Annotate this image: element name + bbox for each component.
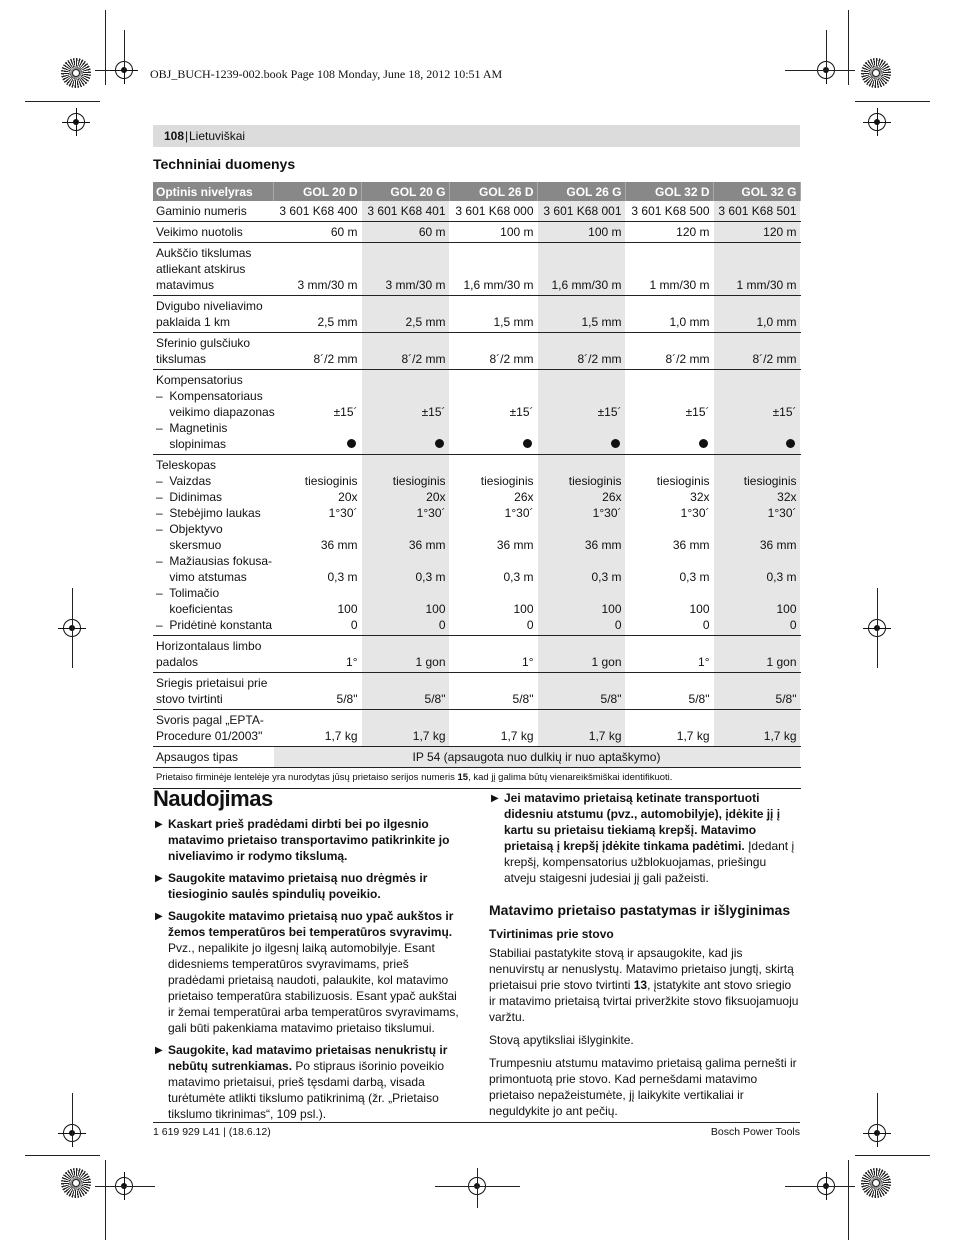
bullet-icon [699, 439, 708, 448]
crop-mark [124, 30, 125, 70]
row-label: Sriegis prietaisui prie stovo tvirtinti [153, 673, 273, 710]
row-value: 1,7 kg [361, 710, 449, 747]
crop-mark [848, 1160, 849, 1240]
safety-item: ▶ Kaskart prieš pradėdami dirbti bei po ilgesnio matavimo prietaiso transportavimo patikrinkite jo niveliavimo ir rodymo tikslumą. [155, 817, 450, 863]
row-value: 5/8" [713, 673, 800, 710]
crop-mark [25, 101, 100, 102]
safety-item: ▶ Saugokite matavimo prietaisą nuo ypač aukštos ir žemos temperatūros bei temperatūros svyravimų. Pvz., nepalikite jo ilgesnį laiką automobilyje. Esant didesniems temperatūros svyravimams, prieš pradėdami prietaisą naudoti, palaukite, kol matavimo prietaiso temperatūra stabilizuosis. Esant ypač aukštai ir žemai temperatūrai arba temperatūros svyravimams, gali būti pakenkiama matavimo prietaiso tikslumui. [155, 909, 459, 1035]
row-label: Veikimo nuotolis [153, 222, 273, 243]
double-leveling-row [153, 296, 800, 333]
row-value: 3 601 K68 500 [625, 201, 713, 222]
table-header-model: GOL 26 D [449, 182, 537, 201]
row-value: 100 m [537, 222, 625, 243]
row-value: ±15´ [713, 370, 800, 455]
height-accuracy-row [153, 243, 800, 296]
bullet-icon [347, 439, 356, 448]
bullet-icon [435, 439, 444, 448]
crop-mark [95, 1186, 155, 1187]
crosshair-icon [868, 113, 886, 131]
row-value: 3 601 K68 401 [361, 201, 449, 222]
usage-left-column [153, 816, 463, 1128]
setup-heading: Matavimo prietaiso pastatymas ir išlyginimas [489, 902, 791, 918]
row-value: 3 mm/30 m [273, 243, 361, 296]
specs-title: Techniniai duomenys [153, 156, 296, 172]
row-value: tiesioginis 26x 1°30´ 36 mm 0,3 m 100 0 [537, 455, 625, 636]
crop-mark [855, 101, 930, 102]
triangle-bullet-icon: ▶ [491, 793, 499, 804]
item-bold: Jei matavimo prietaisą ketinate transportuoti didesniu atstumu (pvz., automobilyje), įdėkite jį į kartu su prietaisu tiekiamą krepšį. Matavimo prietaisą į krepšį įdėkite tinkama padėtimi. [504, 791, 781, 853]
safety-item: ▶ Saugokite, kad matavimo prietaisas nenukristų ir nebūtų sutrenkiamas. Po stipraus išorinio poveikio matavimo prietaisui, prieš tęsdami darbą, visada turėtumėte atlikti tikslumo patikrinimą (žr. „Prietaiso tikslumo tikrinimas“, 109 psl.). [155, 1043, 448, 1121]
row-value: 8´/2 mm [537, 333, 625, 370]
registration-rosette-icon [861, 1168, 891, 1198]
table-header-model: GOL 26 G [537, 182, 625, 201]
book-info: OBJ_BUCH-1239-002.book Page 108 Monday, June 18, 2012 10:51 AM [150, 67, 503, 81]
row-label: Kompensatorius – Kompensatoriaus veikimo diapazonas – Magnetinis slopinimas [153, 370, 273, 455]
row-value: 1,7 kg [625, 710, 713, 747]
specs-table [153, 182, 801, 789]
crop-mark [72, 588, 73, 668]
row-value: tiesioginis 32x 1°30´ 36 mm 0,3 m 100 0 [713, 455, 800, 636]
tripod-heading: Tvirtinimas prie stovo [489, 927, 614, 941]
row-label: Gaminio numeris [153, 201, 273, 222]
row-label: Aukščio tikslumas atliekant atskirus matavimus [153, 243, 273, 296]
row-value: ±15´ [537, 370, 625, 455]
row-value: 1,6 mm/30 m [537, 243, 625, 296]
page-header [153, 125, 800, 147]
triangle-bullet-icon: ▶ [155, 1045, 163, 1056]
crop-mark [848, 10, 849, 85]
row-value: ±15´ [273, 370, 361, 455]
row-value: 1° [449, 636, 537, 673]
crop-mark [72, 1093, 73, 1143]
bullet-icon [786, 439, 795, 448]
table-header-row [153, 182, 800, 201]
row-value: 1,5 mm [537, 296, 625, 333]
row-value: tiesioginis 20x 1°30´ 36 mm 0,3 m 100 0 [361, 455, 449, 636]
row-value: 5/8" [361, 673, 449, 710]
crop-mark [785, 1186, 855, 1187]
row-label: Dvigubo niveliavimo paklaida 1 km [153, 296, 273, 333]
crop-mark [95, 70, 110, 71]
crosshair-icon [67, 113, 85, 131]
row-value: 100 m [449, 222, 537, 243]
row-value: 1,7 kg [273, 710, 361, 747]
crop-mark [785, 70, 855, 71]
table-footnote: Prietaiso firminėje lentelėje yra nurodytas jūsų prietaiso serijos numeris 15, kad jį galima būtų vienareikšmiškai identifikuoti. [153, 768, 800, 789]
triangle-bullet-icon: ▶ [155, 873, 163, 884]
row-value: 3 mm/30 m [361, 243, 449, 296]
registration-rosette-icon [61, 58, 91, 88]
row-value: 1,0 mm [713, 296, 800, 333]
row-value: 2,5 mm [361, 296, 449, 333]
row-value: 8´/2 mm [361, 333, 449, 370]
crop-mark [826, 30, 827, 70]
table-header-model: GOL 32 G [713, 182, 800, 201]
row-value: 1° [273, 636, 361, 673]
safety-item: ▶ Saugokite matavimo prietaisą nuo drėgmės ir tiesioginio saulės spindulių poveikio. [155, 871, 428, 901]
row-label: Teleskopas – Vaizdas – Didinimas – Stebėjimo laukas – Objektyvo skersmuo – Mažiausias fokusa- vimo atstumas – Tolimačio koeficientas – Pridėtinė konstanta [153, 455, 273, 636]
bullet-icon [523, 439, 532, 448]
row-value: 1 mm/30 m [713, 243, 800, 296]
row-value: 60 m [273, 222, 361, 243]
telescope-row [153, 455, 800, 636]
level-paragraph: Stovą apytiksliai išlyginkite. [489, 1033, 634, 1047]
row-value: ±15´ [625, 370, 713, 455]
row-label: Horizontalaus limbo padalos [153, 636, 273, 673]
row-value: ±15´ [361, 370, 449, 455]
triangle-bullet-icon: ▶ [155, 819, 163, 830]
protection-value: IP 54 (apsaugota nuo dulkių ir nuo aptaškymo) [273, 747, 800, 768]
tripod-paragraph: Stabiliai pastatykite stovą ir apsaugokite, kad jis nenuvirstų ar nenuslystų. Matavimo prietaiso jungtį, skirtą prietaisui prie stovo tvirtinti 13, įstatykite ant stovo sriegio ir matavimo prietaisą tvirtai priveržkite stovo fiksuojamuoju varžtu. [489, 946, 799, 1024]
row-value: 1,7 kg [449, 710, 537, 747]
row-value: 8´/2 mm [449, 333, 537, 370]
row-value: 3 601 K68 400 [273, 201, 361, 222]
row-value: 1 gon [713, 636, 800, 673]
row-value: 120 m [713, 222, 800, 243]
carry-paragraph: Trumpesniu atstumu matavimo prietaisą galima pernešti ir primontuotą prie stovo. Kad pernešdami matavimo prietaiso nepažeistumėte, jį laikykite vertikaliai ir neguldykite jo ant pečių. [489, 1056, 797, 1118]
row-value: 1,5 mm [449, 296, 537, 333]
row-value: 5/8" [449, 673, 537, 710]
horizontal-circle-row [153, 636, 800, 673]
table-header-model: GOL 20 G [361, 182, 449, 201]
header-language: Lietuviškai [189, 129, 246, 143]
row-value: 1° [625, 636, 713, 673]
row-value: 8´/2 mm [713, 333, 800, 370]
row-value: 3 601 K68 501 [713, 201, 800, 222]
row-value: 3 601 K68 000 [449, 201, 537, 222]
registration-rosette-icon [861, 58, 891, 88]
row-value: 1 gon [537, 636, 625, 673]
row-value: tiesioginis 26x 1°30´ 36 mm 0,3 m 100 0 [449, 455, 537, 636]
weight-row [153, 710, 800, 747]
item-text: Įdedant į krepšį, kompensatorius užblokuojamas, priešingu atveju staigesni judesiai jį gali pažeisti. [504, 839, 795, 885]
product-number-row [153, 201, 800, 222]
range-row [153, 222, 800, 243]
footer-code: 1 619 929 L41 | (18.6.12) [153, 1126, 271, 1138]
row-value: 1 mm/30 m [625, 243, 713, 296]
crop-mark [25, 1155, 100, 1156]
usage-right-column [489, 790, 800, 1126]
row-value: 1,6 mm/30 m [449, 243, 537, 296]
table-header-model: GOL 20 D [273, 182, 361, 201]
row-value: 5/8" [537, 673, 625, 710]
compensator-row [153, 370, 800, 455]
row-value: 1 gon [361, 636, 449, 673]
table-header-model: GOL 32 D [625, 182, 713, 201]
triangle-bullet-icon: ▶ [155, 911, 163, 922]
row-value: 5/8" [273, 673, 361, 710]
footer-rule [153, 1122, 800, 1123]
transport-bag-item [489, 790, 800, 886]
bullet-icon [611, 439, 620, 448]
footer-brand: Bosch Power Tools [710, 1126, 800, 1138]
crop-mark [477, 1168, 478, 1208]
row-value: 1,0 mm [625, 296, 713, 333]
crop-mark [105, 1160, 106, 1240]
row-value: 3 601 K68 001 [537, 201, 625, 222]
crop-mark [877, 588, 878, 668]
row-value: 8´/2 mm [625, 333, 713, 370]
table-header-label: Optinis nivelyras [153, 182, 273, 201]
usage-title: Naudojimas [153, 786, 273, 811]
protection-row [153, 747, 800, 768]
row-value: 1,7 kg [537, 710, 625, 747]
row-label: Svoris pagal „EPTA- Procedure 01/2003" [153, 710, 273, 747]
row-value: 2,5 mm [273, 296, 361, 333]
row-value: 1,7 kg [713, 710, 800, 747]
row-label: Apsaugos tipas [153, 747, 273, 768]
row-value: tiesioginis 32x 1°30´ 36 mm 0,3 m 100 0 [625, 455, 713, 636]
page-number: 108 [164, 129, 185, 143]
row-value: ±15´ [449, 370, 537, 455]
crop-mark [855, 1155, 930, 1156]
registration-rosette-icon [61, 1168, 91, 1198]
header-separator: | [185, 129, 189, 143]
spherical-level-row [153, 333, 800, 370]
row-value: 60 m [361, 222, 449, 243]
row-value: tiesioginis 20x 1°30´ 36 mm 0,3 m 100 0 [273, 455, 361, 636]
row-value: 120 m [625, 222, 713, 243]
crop-mark [105, 10, 106, 85]
tripod-thread-row [153, 673, 800, 710]
row-value: 5/8" [625, 673, 713, 710]
crop-mark [877, 1093, 878, 1143]
row-value: 8´/2 mm [273, 333, 361, 370]
row-label: Sferinio gulsčiuko tikslumas [153, 333, 273, 370]
